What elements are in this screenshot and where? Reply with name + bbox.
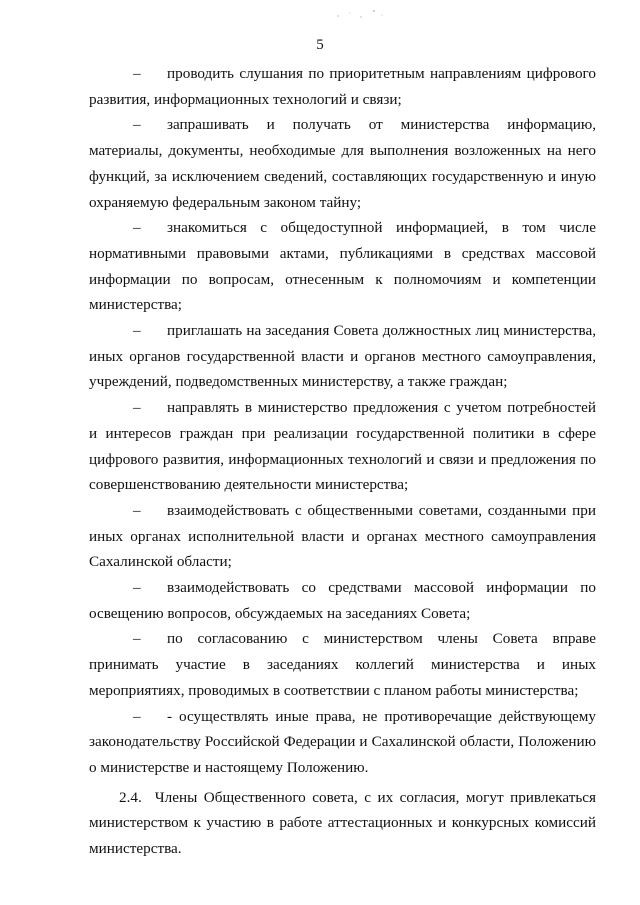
list-item-dash: – — [133, 116, 141, 134]
list-item-dash: – — [133, 399, 141, 417]
list-item-text: по согласованию с министерством члены Совета вправе принимать участие в заседаниях коллегий министерства и иных мероприятиях, проводимых в соответствии с планом работы министерства; — [89, 630, 596, 699]
list-item — [89, 61, 596, 112]
section-paragraph — [89, 785, 596, 862]
section-number: 2.4. — [119, 788, 142, 806]
list-item-dash: – — [133, 579, 141, 597]
list-item-text: знакомиться с общедоступной информацией, в том числе нормативными правовыми актами, публикациями в средствах массовой информации по вопросам, отнесенным к полномочиям и компетенции министерства; — [89, 219, 596, 314]
page-number: 5 — [316, 37, 324, 53]
list-item-dash: – — [133, 219, 141, 237]
list-item-text: запрашивать и получать от министерства информацию, материалы, документы, необходимые для выполнения возложенных на него функций, за исключением сведений, составляющих государственную и иную охраняемую федеральным законом тайну; — [89, 116, 596, 211]
list-item-dash: – — [133, 630, 141, 648]
section-text: Члены Общественного совета, с их согласия, могут привлекаться министерством к участию в работе аттестационных и конкурсных комиссий министерства. — [89, 788, 596, 858]
list-item-dash: – — [133, 322, 141, 340]
list-item-text: приглашать на заседания Совета должностных лиц министерства, иных органов государственной власти и органов местного самоуправления, учреждений, подведомственных министерству, а также граждан; — [89, 322, 596, 391]
list-item-dash: – — [133, 707, 141, 725]
scan-artifact — [330, 4, 390, 24]
list-item — [89, 215, 596, 318]
list-item — [89, 318, 596, 395]
document-body — [89, 61, 596, 862]
list-item-text: - осуществлять иные права, не противоречащие действующему законодательству Российской Федерации и Сахалинской области, Положению о министерстве и настоящему Положению. — [89, 707, 596, 776]
list-item-text: направлять в министерство предложения с учетом потребностей и интересов граждан при реализации государственной политики в сфере цифрового развития, информационных технологий и связи и предложения по совершенствованию деятельности министерства; — [89, 399, 596, 494]
list-item — [89, 626, 596, 703]
list-item-text: взаимодействовать с общественными советами, созданными при иных органах исполнительной власти и органах местного самоуправления Сахалинской области; — [89, 501, 596, 571]
list-item-text: проводить слушания по приоритетным направлениям цифрового развития, информационных технологий и связи; — [89, 65, 596, 108]
list-item-dash: – — [133, 65, 141, 82]
list-item — [89, 112, 596, 215]
list-item — [89, 395, 596, 498]
list-item-text: взаимодействовать со средствами массовой информации по освещению вопросов, обсуждаемых на заседаниях Совета; — [89, 579, 596, 622]
list-item — [89, 498, 596, 575]
list-item — [89, 575, 596, 626]
list-item-dash: – — [133, 501, 141, 519]
list-item — [89, 704, 596, 781]
